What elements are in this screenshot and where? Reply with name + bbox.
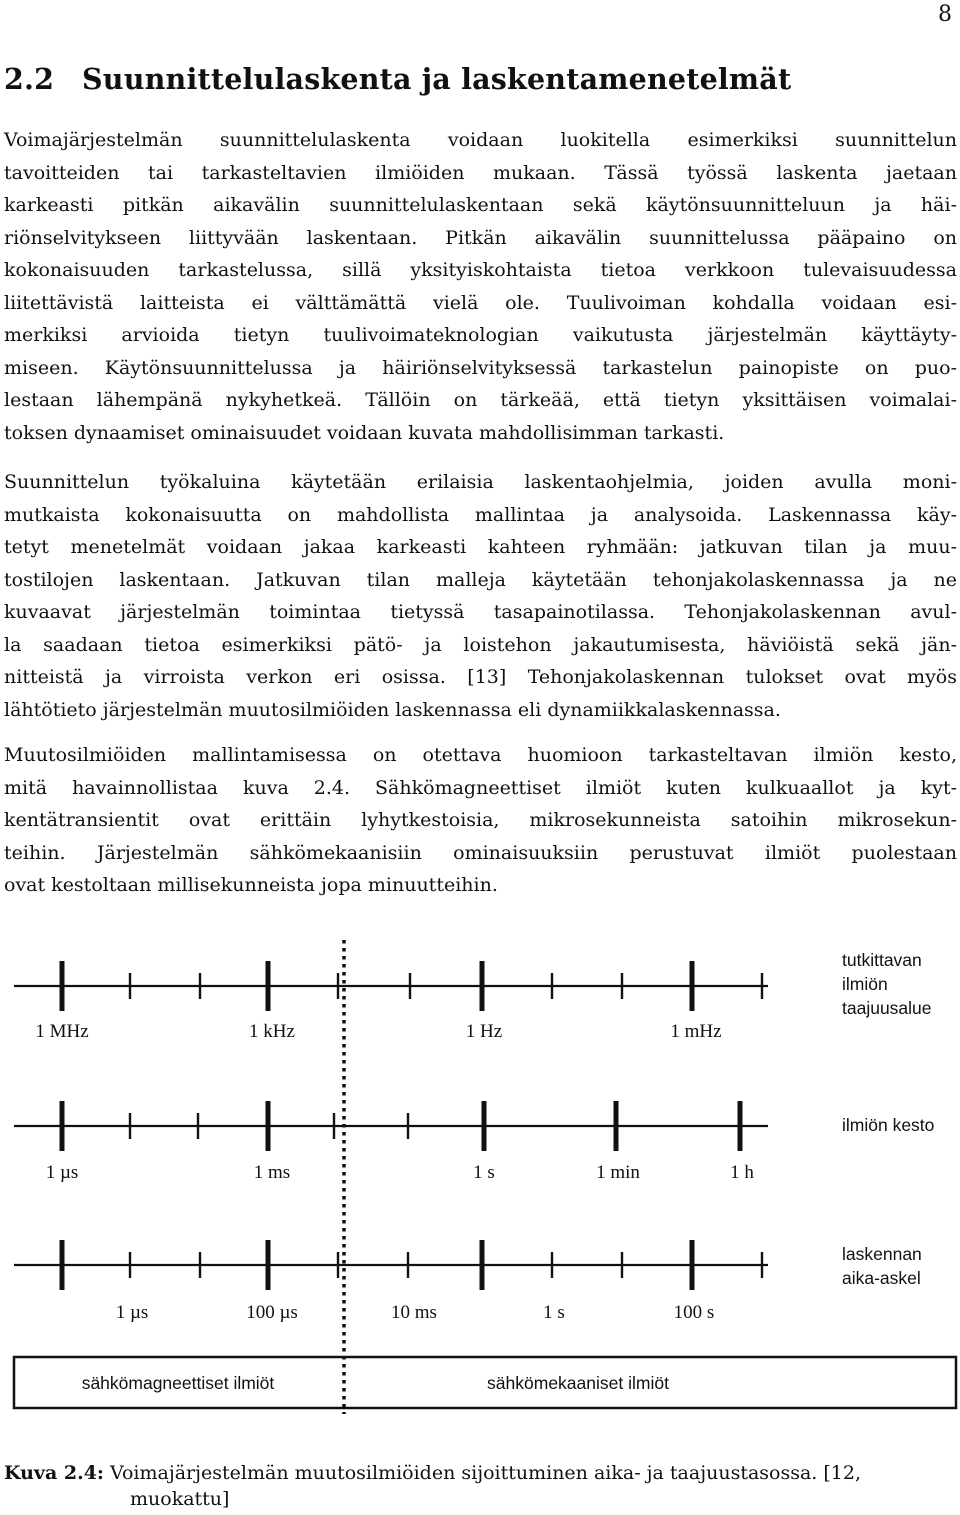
caption-text-continued: muokattu] [130,1488,230,1510]
paragraph-line: tavoitteiden tai tarkasteltavien ilmiöiden mukaan. Tässä työssä laskenta jaetaan [4,161,957,184]
paragraph-3 [4,739,957,902]
frequency-side-label: ilmiön [842,974,888,994]
frequency-tick-label: 1 Hz [465,1021,503,1042]
paragraph-line: kokonaisuuden tarkastelussa, sillä yksityiskohtaista tietoa verkkoon tulevaisuudessa [4,259,957,281]
duration-side-label: ilmiön kesto [842,1115,935,1135]
duration-tick-label: 1 µs [45,1162,79,1183]
timestep-side-label: aika-askel [842,1268,921,1288]
section-title: Suunnittelulaskenta ja laskentamenetelmät [82,62,792,96]
paragraph-line: ovat kestoltaan millisekunneista jopa minuutteihin. [4,874,498,896]
section-heading [4,62,791,96]
frequency-side-label: taajuusalue [842,998,932,1018]
paragraph-line: toksen dynaamiset ominaisuudet voidaan kuvata mahdollisimman tarkasti. [4,421,725,444]
duration-tick-label: 1 ms [253,1162,291,1183]
duration-tick-label: 1 h [730,1162,754,1183]
paragraph-line: mutkaista kokonaisuutta on mahdollista mallintaa ja analysoida. Laskennassa käy- [4,503,957,526]
frequency-side-label: tutkittavan [842,950,922,970]
paragraph-line: Suunnittelun työkaluina käytetään erilaisia laskentaohjelmia, joiden avulla moni- [4,471,957,493]
caption-text: Voimajärjestelmän muutosilmiöiden sijoittuminen aika- ja taajuustasossa. [12, [110,1462,862,1484]
frequency-tick-label: 1 MHz [35,1021,89,1042]
timestep-tick-label: 100 s [673,1302,715,1323]
frequency-tick-label: 1 kHz [249,1021,295,1042]
duration-tick-label: 1 min [596,1162,640,1183]
paragraph-line: miseen. Käytönsuunnittelussa ja häiriönselvityksessä tarkastelun painopiste on puo- [4,356,957,379]
electromagnetic-phenomena-label: sähkömagneettiset ilmiöt [81,1373,275,1393]
paragraph-line: karkeasti pitkän aikavälin suunnittelulaskentaan sekä käytönsuunnitteluun ja häi- [4,194,957,216]
section-number: 2.2 [4,62,55,96]
timestep-side-label: laskennan [842,1244,922,1264]
paragraph-1 [4,124,957,449]
paragraph-line: tostilojen laskentaan. Jatkuvan tilan malleja käytetään tehonjakolaskennassa ja ne [4,568,957,591]
electromechanical-phenomena-label: sähkömekaaniset ilmiöt [487,1373,669,1393]
paragraph-line: tetyt menetelmät voidaan jakaa karkeasti kahteen ryhmään: jatkuvan tilan ja muu- [4,536,957,558]
paragraph-line: nitteistä ja virroista verkon eri osissa. [13] Tehonjakolaskennan tulokset ovat myös [4,666,957,688]
page-number: 8 [938,2,952,27]
paragraph-line: Voimajärjestelmän suunnittelulaskenta voidaan luokitella esimerkiksi suunnittelun [4,129,957,151]
paragraph-line: merkiksi arvioida tietyn tuulivoimateknologian vaikutusta järjestelmän käyttäyty- [4,324,957,346]
timestep-tick-label: 1 s [543,1302,565,1323]
duration-tick-label: 1 s [473,1162,495,1183]
paragraph-line: riönselvitykseen liittyvään laskentaan. Pitkän aikavälin suunnittelussa pääpaino on [4,226,957,249]
paragraph-line: kentätransientit ovat erittäin lyhytkestoisia, mikrosekunneista satoihin mikrosekun- [4,809,957,831]
paragraph-line: lähtötieto järjestelmän muutosilmiöiden laskennassa eli dynamiikkalaskennassa. [4,698,781,721]
paragraph-line: la saadaan tietoa esimerkiksi pätö- ja loistehon jakautumisesta, häviöistä sekä jän- [4,633,957,656]
paragraph-line: Muutosilmiöiden mallintamisessa on otettava huomioon tarkasteltavan ilmiön kesto, [4,744,957,766]
timestep-tick-label: 10 ms [391,1302,437,1323]
paragraph-line: teihin. Järjestelmän sähkömekaanisiin ominaisuuksiin perustuvat ilmiöt puolestaan [4,841,957,864]
caption-label: Kuva 2.4: [4,1462,104,1484]
paragraph-line: kuvaavat järjestelmän toimintaa tietyssä tasapainotilassa. Tehonjakolaskennan avul- [4,601,957,623]
frequency-tick-label: 1 mHz [670,1021,722,1042]
paragraph-2 [4,466,957,726]
timestep-tick-label: 1 µs [115,1302,149,1323]
time-frequency-figure [0,930,960,1420]
timestep-tick-label: 100 µs [246,1302,298,1323]
paragraph-line: liitettävistä laitteista ei välttämättä vielä ole. Tuulivoiman kohdalla voidaan esi- [4,291,957,314]
figure-caption [4,1460,959,1512]
paragraph-line: lestaan lähempänä nykyhetkeä. Tällöin on tärkeää, että tietyn yksittäisen voimalai- [4,389,957,411]
paragraph-line: mitä havainnollistaa kuva 2.4. Sähkömagneettiset ilmiöt kuten kulkuaallot ja kyt- [4,776,957,799]
